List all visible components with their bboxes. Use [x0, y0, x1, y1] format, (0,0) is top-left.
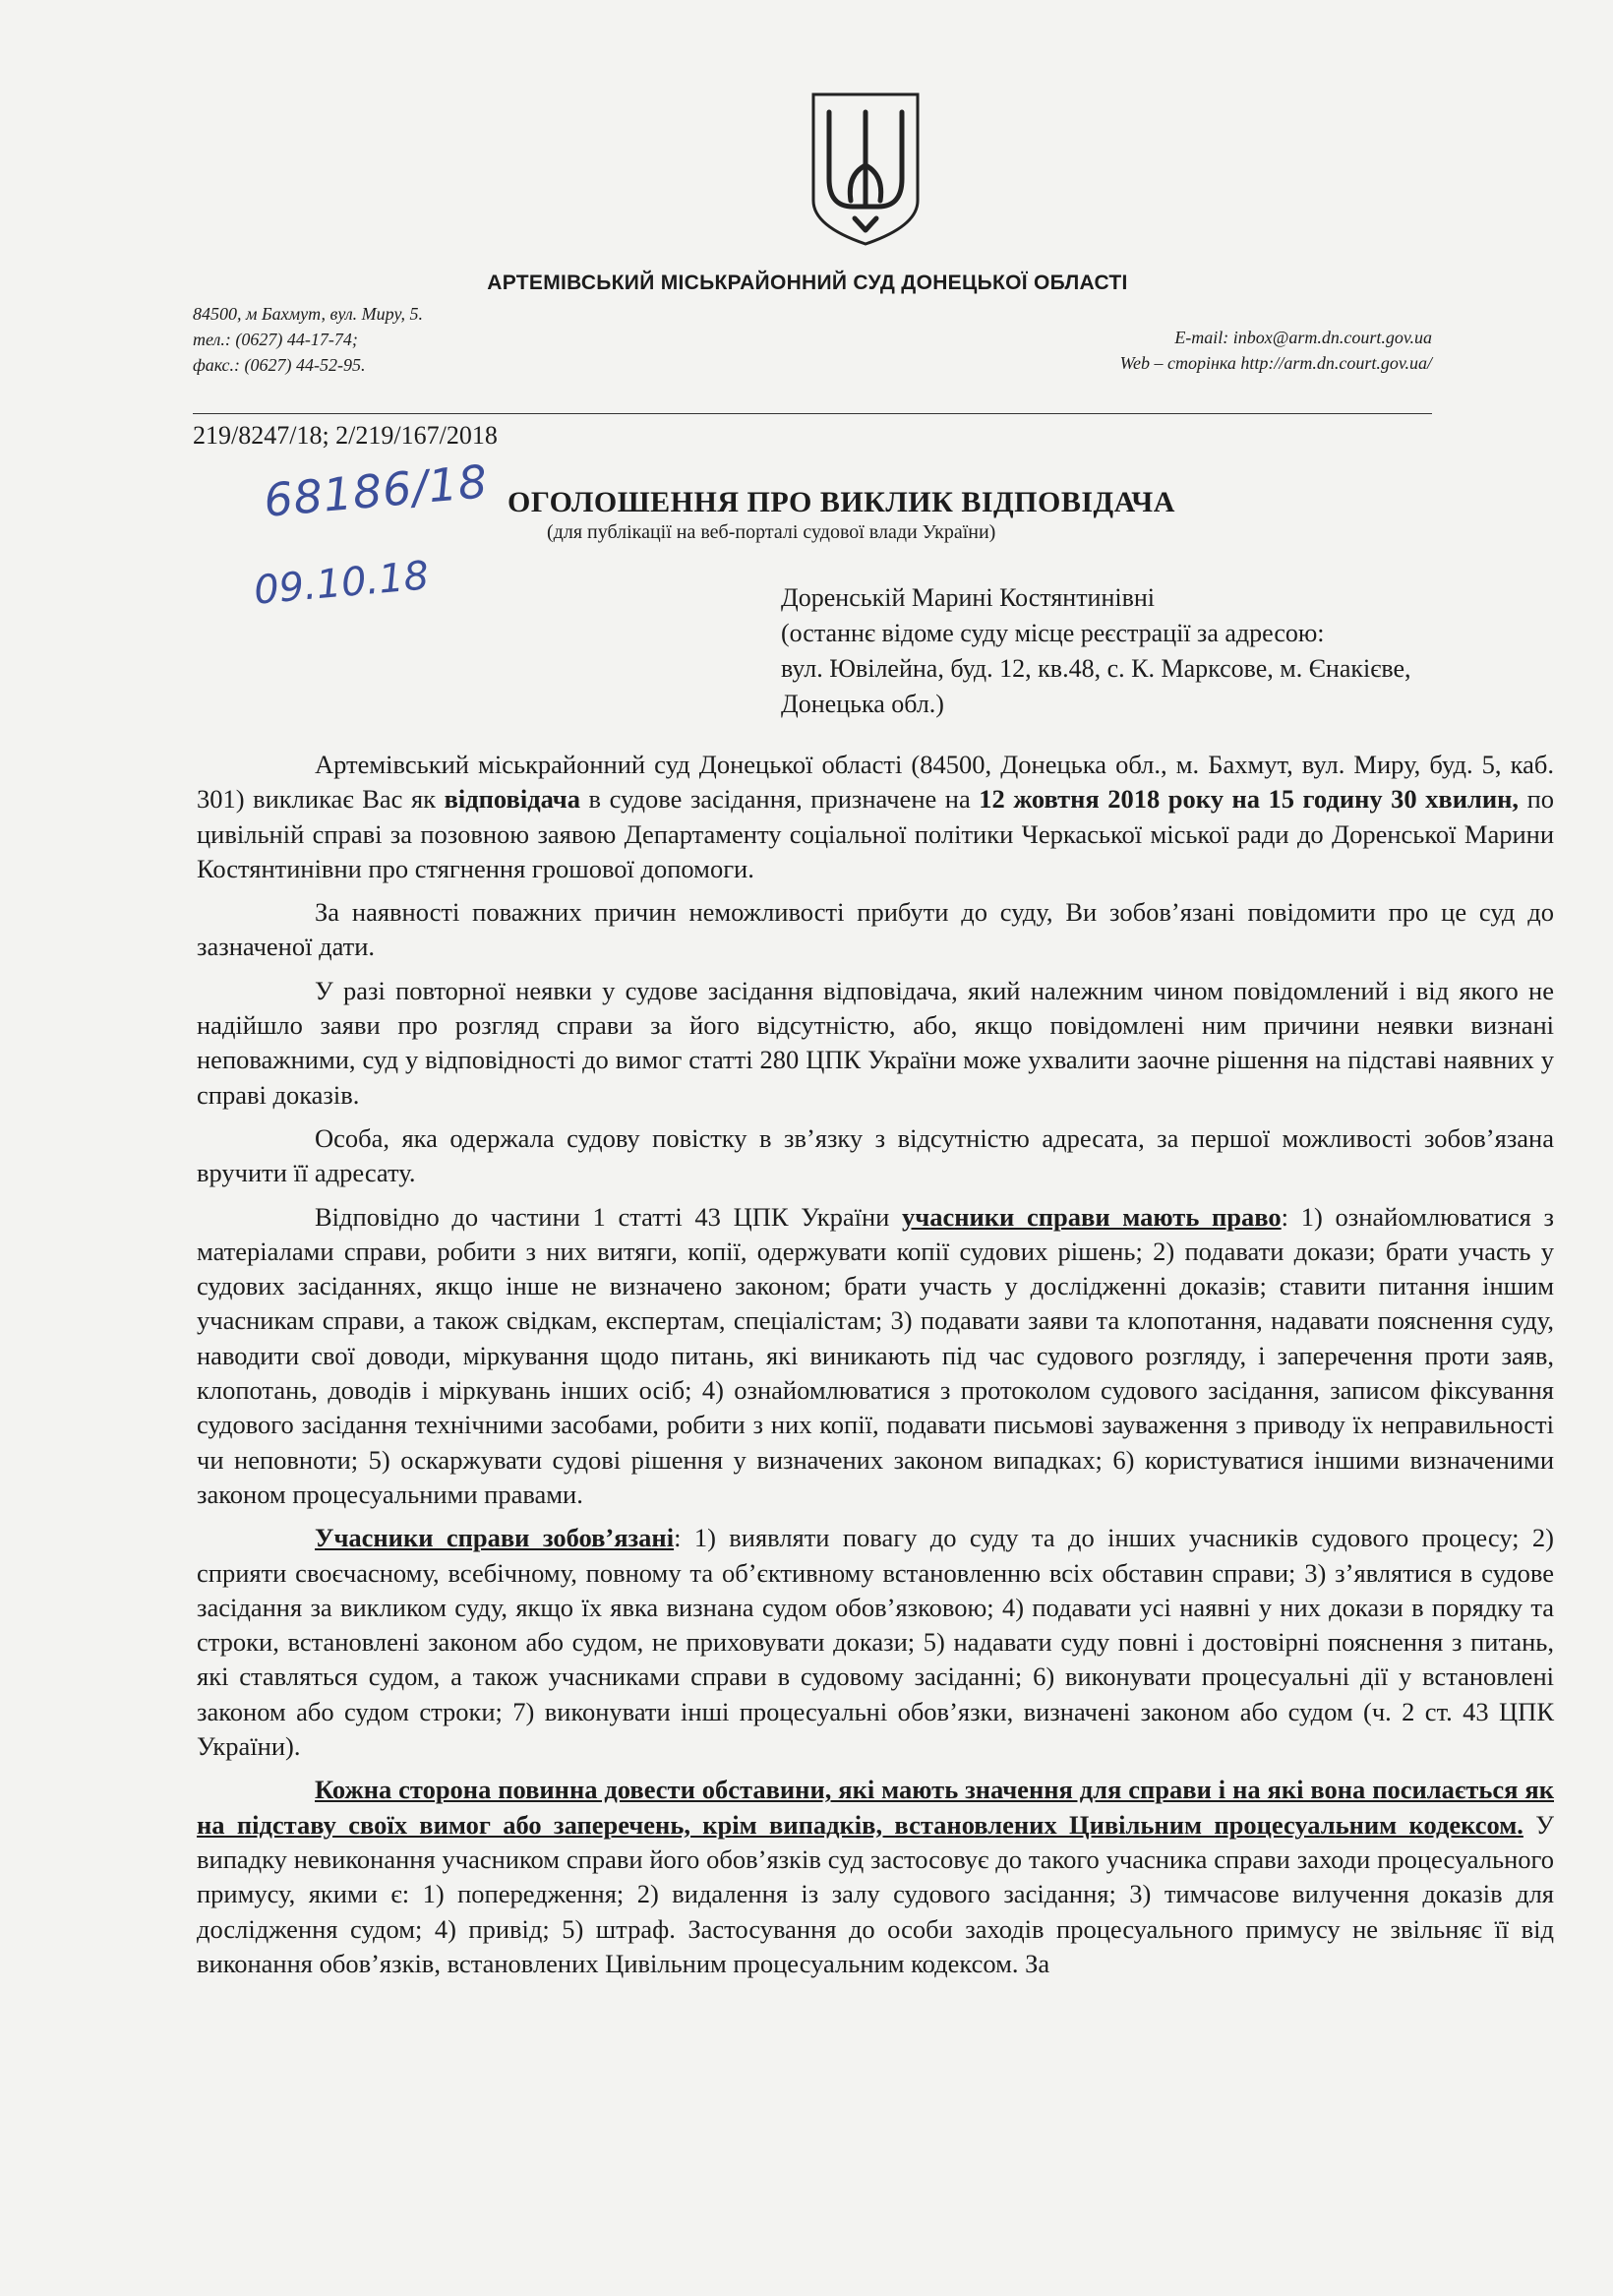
rights-heading: учасники справи мають право [902, 1201, 1282, 1232]
paragraph-burden-of-proof [197, 1773, 1554, 1981]
court-phone: тел.: (0627) 44-17-74; [193, 330, 358, 349]
addressee-block [781, 580, 1411, 722]
bold-text: відповідача [444, 784, 580, 815]
paragraph-duties [197, 1521, 1554, 1764]
text-span: Артемівський міськрайонний суд Донецької області (84500, Донецька обл., м. Бахмут, вул. Миру, буд. 5, каб. 301) викликає Вас як [197, 750, 1554, 815]
paragraph-delivery: Особа, яка одержала судову повістку в зв’язку з відсутністю адресата, за першої можливості зобов’язана вручити її адресату. [197, 1122, 1554, 1188]
document-title: ОГОЛОШЕННЯ ПРО ВИКЛИК ВІДПОВІДАЧА [508, 486, 1175, 518]
court-name: АРТЕМІВСЬКИЙ МІСЬКРАЙОННИЙ СУД ДОНЕЦЬКОЇ ОБЛАСТІ [487, 272, 1128, 294]
text-span: : 1) ознайомлюватися з матеріалами справи, робити з них витяги, копії, одержувати копії судових рішень; 2) подавати докази; брати участь у судових засіданнях, якщо інше не визначено законом; брати участь у дослідженні доказів; ставити питання іншим учасникам справи, а також свідкам, експертам, спеціалістам; 3) подавати заяви та клопотання, надавати пояснення суду, наводити свої доводи, міркування щодо питань, які виникають під час судового розгляду, і заперечення проти заяв, клопотань, доводів і міркувань інших осіб; 4) ознайомлюватися з протоколом судового засідання, записом фіксування судового засідання технічними засобами, робити з них копії, подавати письмові зауваження з приводу їх неправильності чи неповноти; 5) оскаржувати судові рішення у визначених законом випадках; 6) користуватися іншими визначеними законом процесуальними правами. [197, 1201, 1554, 1509]
court-website: Web – сторінка http://arm.dn.court.gov.ua/ [1119, 353, 1432, 373]
header-divider [193, 413, 1432, 414]
addressee-name: Доренській Марині Костянтинівні [781, 583, 1156, 612]
contact-left [193, 301, 423, 378]
court-fax: факс.: (0627) 44-52-95. [193, 355, 366, 375]
court-address: 84500, м Бахмут, вул. Миру, 5. [193, 304, 424, 324]
paragraph-summons [197, 748, 1554, 886]
burden-statement: Кожна сторона повинна довести обставини, які мають значення для справи і на які вона посилається як на підставу своїх вимог або заперечень, крім випадків, встановлених Цивільним процесуальним кодексом. [197, 1775, 1554, 1840]
notice-body [197, 748, 1554, 1990]
paragraph-notify: За наявності поважних причин неможливості прибути до суду, Ви зобов’язані повідомити про це суд до зазначеної дати. [197, 897, 1554, 962]
text-span: в судове засідання, призначене на [579, 784, 980, 815]
addressee-line: вул. Ювілейна, буд. 12, кв.48, с. К. Марксове, м. Єнакієве, [781, 654, 1411, 683]
document-subtitle: (для публікації на веб-порталі судової влади України) [547, 521, 996, 543]
hearing-datetime: 12 жовтня 2018 року на 15 годину 30 хвилин, [979, 784, 1520, 815]
addressee-line: (останнє відоме суду місце реєстрації за адресою: [781, 619, 1325, 647]
text-span: по цивільній справі за позовною заявою Департаменту соціальної політики Черкаської міської ради до Доренської Марини Костянтинівни про стягнення грошової допомоги. [197, 784, 1555, 883]
handwritten-date: 09.10.18 [252, 553, 431, 614]
text-span: У випадку невиконання учасником справи його обов’язків суд застосовує до такого учасника справи заходи процесуального примусу, якими є: 1) попередження; 2) видалення із залу судового засідання; 3) тимчасове вилучення доказів для дослідження судом; 4) привід; 5) штраф. Застосування до особи заходів процесуального примусу не звільняє її від виконання обов’язків, встановлених Цивільним процесуальним кодексом. За [197, 1809, 1554, 1978]
text-span: : 1) виявляти повагу до суду та до інших учасників судового процесу; 2) сприяти своєчасному, всебічному, повному та об’єктивному встановленню всіх обставин справи; 3) з’являтися в судове засідання за викликом суду, якщо їх явка визнана судом обов’язковою; 4) подавати усі наявні у них докази в порядку та строки, встановлені законом або судом, не приховувати докази; 5) надавати суду повні і достовірні пояснення з питань, які ставляться судом, а також учасниками справи в судовому засіданні; 6) виконувати процесуальні дії у встановлені законом або судом строки; 7) виконувати інші процесуальні обов’язки, визначені законом або судом (ч. 2 ст. 43 ЦПК України). [197, 1523, 1554, 1762]
case-number: 219/8247/18; 2/219/167/2018 [193, 421, 498, 450]
court-email: E-mail: inbox@arm.dn.court.gov.ua [1174, 328, 1432, 347]
contact-right [1120, 325, 1432, 376]
handwritten-registration-number: 68186/18 [262, 454, 491, 527]
paragraph-absence: У разі повторної неявки у судове засідання відповідача, який належним чином повідомлений і від якого не надійшло заяви про розгляд справи за його відсутністю, або, якщо повідомлені ним причини неявки визнані неповажними, суд у відповідності до вимог статті 280 ЦПК України може ухвалити заочне рішення на підставі наявних у справі доказів. [197, 975, 1554, 1110]
trident-coat-of-arms-icon [809, 91, 922, 248]
text-span: Відповідно до частини 1 статті 43 ЦПК України [315, 1201, 903, 1232]
addressee-line: Донецька обл.) [781, 690, 944, 718]
paragraph-rights [197, 1200, 1554, 1513]
duties-heading: Учасники справи зобов’язані [315, 1523, 675, 1553]
